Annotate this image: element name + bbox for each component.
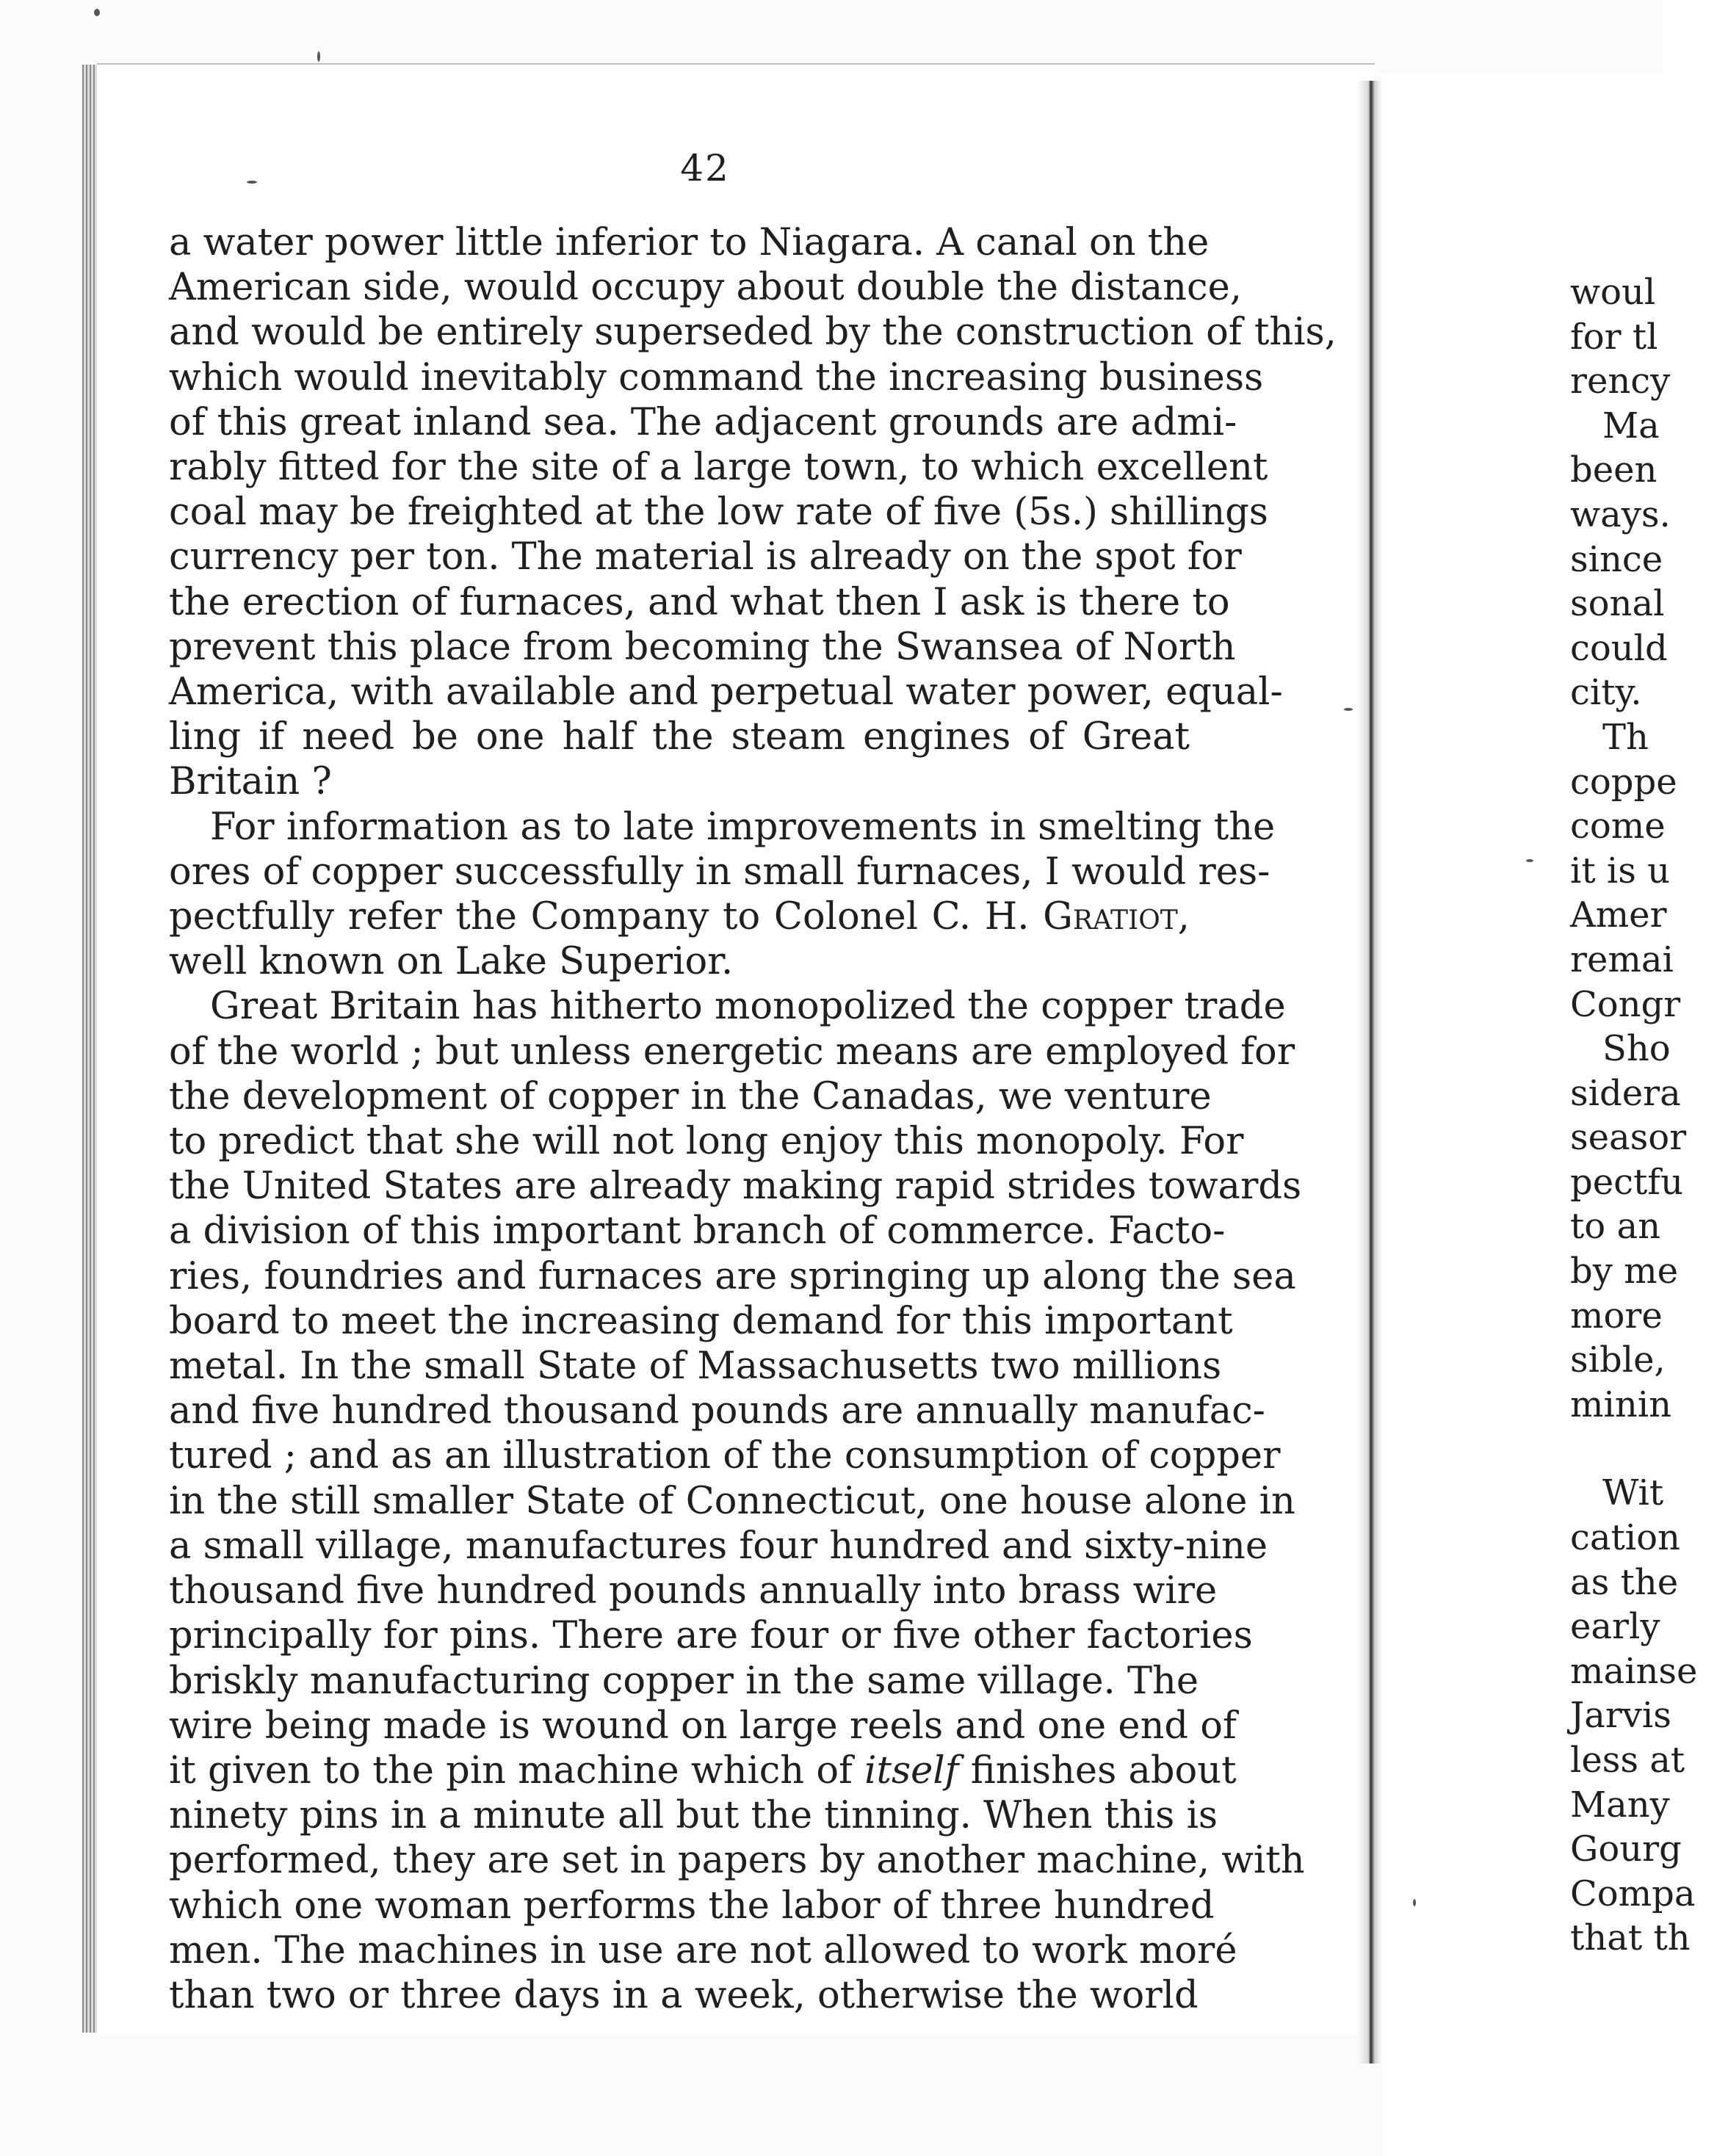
text-line: Congr [1570, 983, 1681, 1025]
text-line: coppe [1570, 761, 1677, 803]
text-line: Sho [1602, 1028, 1671, 1070]
scan-speck [1526, 859, 1533, 862]
text-line: currency per ton. The material is already on the spot for [169, 535, 1242, 579]
text-line: seasor [1570, 1117, 1687, 1159]
text-line: metal. In the small State of Massachusetts two millions [169, 1345, 1222, 1389]
text-line: Compa [1570, 1873, 1696, 1914]
text-line: Amer [1570, 894, 1667, 936]
main-body-text [169, 220, 1337, 2018]
text-line: well known on Lake Superior. [169, 940, 734, 984]
text-line: more [1570, 1295, 1663, 1336]
text-line: and would be entirely superseded by the construction of this, [169, 311, 1337, 355]
text-run: pectfully refer the Company to Colonel C. H. [169, 895, 1030, 939]
text-line: in the still smaller State of Connecticut, one house alone in [169, 1479, 1295, 1523]
text-line: than two or three days in a week, otherwise the world [169, 1973, 1199, 2017]
text-line: as the [1570, 1561, 1679, 1603]
text-line: America, with available and perpetual water power, equal- [169, 670, 1283, 715]
text-line: coal may be freighted at the low rate of five (5s.) shillings [169, 491, 1268, 535]
text-line: by me [1570, 1251, 1679, 1292]
text-line: wire being made is wound on large reels and one end of [169, 1704, 1237, 1748]
text-line: ninety pins in a minute all but the tinning. When this is [169, 1794, 1218, 1838]
text-line: Jarvis [1570, 1695, 1671, 1737]
text-line [169, 1748, 1237, 1793]
text-line: it is u [1570, 850, 1671, 891]
paragraph-gap [1570, 1427, 1717, 1471]
text-line: men. The machines in use are not allowed to work moré [169, 1928, 1237, 1972]
text-line: which one woman performs the labor of three hundred [169, 1884, 1215, 1928]
text-line: less at [1570, 1740, 1685, 1781]
text-line: sible, [1570, 1339, 1666, 1381]
text-line: tured ; and as an illustration of the consumption of copper [169, 1434, 1281, 1478]
text-line: ores of copper successfully in small furnaces, I would res- [169, 850, 1270, 894]
text-line: Gourg [1570, 1828, 1682, 1870]
text-line: ries, foundries and furnaces are springing up along the sea [169, 1254, 1296, 1298]
text-line: mainse [1570, 1650, 1698, 1692]
text-line: performed, they are set in papers by another machine, with [169, 1839, 1305, 1883]
text-line: to predict that she will not long enjoy this monopoly. For [169, 1120, 1244, 1164]
text-line: the development of copper in the Canadas, we venture [169, 1074, 1212, 1118]
text-line: that th [1570, 1917, 1691, 1959]
text-line: board to meet the increasing demand for this important [169, 1299, 1233, 1343]
text-line: since [1570, 538, 1663, 580]
text-line: Th [1602, 716, 1649, 758]
italic-itself: itself [864, 1748, 959, 1793]
scan-speck [1413, 1899, 1416, 1906]
text-line: which would inevitably command the increasing business [169, 355, 1264, 399]
text-line [169, 894, 1190, 939]
text-line: a small village, manufactures four hundred and sixty-nine [169, 1524, 1268, 1568]
text-line: to an [1570, 1206, 1660, 1248]
text-line: cation [1570, 1517, 1680, 1559]
text-line: sonal [1570, 583, 1665, 625]
text-line: and five hundred thousand pounds are annually manufac- [169, 1389, 1265, 1433]
text-line: come [1570, 806, 1666, 847]
text-line: early [1570, 1606, 1660, 1648]
text-line: woul [1570, 272, 1656, 313]
text-line: prevent this place from becoming the Swansea of North [169, 625, 1236, 669]
text-line: pectfu [1570, 1161, 1683, 1203]
text-line: Britain ? [169, 760, 332, 804]
text-line: a water power little inferior to Niagara. A canal on the [169, 221, 1210, 264]
right-page-text [1570, 270, 1717, 1961]
text-run: it given to the pin machine which of [169, 1748, 853, 1793]
text-line: Wit [1602, 1472, 1664, 1514]
text-line: American side, would occupy about double the distance, [169, 266, 1242, 310]
text-line: sidera [1570, 1072, 1681, 1114]
scan-speck [317, 51, 320, 62]
text-run: finishes about [958, 1748, 1237, 1793]
text-line: the erection of furnaces, and what then I ask is there to [169, 580, 1230, 624]
text-line: Ma [1602, 405, 1660, 446]
text-line: Great Britain has hitherto monopolized the copper trade [210, 985, 1286, 1029]
scan-speck [94, 9, 100, 16]
book-gutter [1357, 81, 1382, 2063]
text-line: could [1570, 627, 1668, 669]
page-stack-edge [82, 65, 97, 2033]
name-gratiot: Gratiot, [1043, 895, 1190, 939]
text-line: remai [1570, 938, 1674, 980]
text-line: ling if need be one half the steam engines of Great [169, 715, 1190, 759]
text-line: the United States are already making rapid strides towards [169, 1165, 1302, 1209]
text-line: city. [1570, 672, 1642, 714]
text-line: ways. [1570, 493, 1671, 535]
scan-speck [247, 181, 257, 184]
text-line: Many [1570, 1784, 1670, 1826]
text-line: rency [1570, 361, 1671, 402]
text-line: For information as to late improvements in smelting the [210, 805, 1276, 849]
text-line: rably fitted for the site of a large town, to which excellent [169, 446, 1268, 490]
text-line: thousand five hundred pounds annually into brass wire [169, 1569, 1218, 1613]
text-line: minin [1570, 1383, 1672, 1425]
text-line: principally for pins. There are four or five other factories [169, 1614, 1253, 1658]
text-line: of the world ; but unless energetic means are employed for [169, 1030, 1295, 1074]
text-line: briskly manufacturing copper in the same village. The [169, 1659, 1199, 1703]
text-line: for tl [1570, 316, 1658, 358]
text-line: been [1570, 449, 1658, 491]
scan-speck [1344, 708, 1353, 711]
text-line: of this great inland sea. The adjacent grounds are admi- [169, 400, 1237, 444]
text-line: a division of this important branch of commerce. Facto- [169, 1209, 1226, 1254]
page-number: 42 [680, 147, 730, 189]
